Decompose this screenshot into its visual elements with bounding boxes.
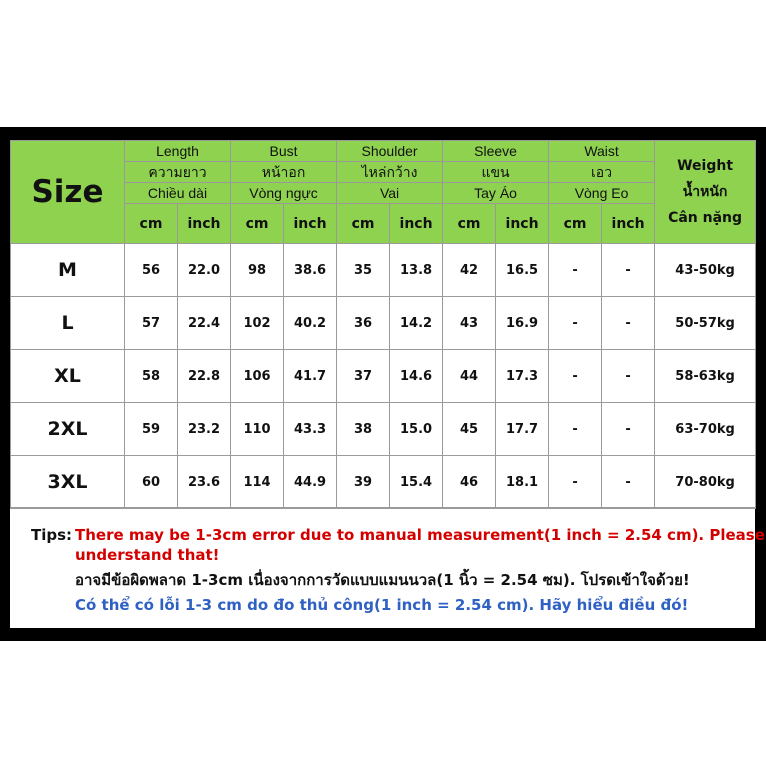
bust-in-cell: 38.6	[284, 244, 337, 297]
shoulder-cm-cell: 35	[337, 244, 390, 297]
size-label-cell: 2XL	[11, 403, 125, 456]
bust-cm-cell: 110	[231, 403, 284, 456]
waist-inch-header: inch	[602, 204, 655, 244]
shoulder-cm-cell: 37	[337, 350, 390, 403]
length-header-th: ความยาว	[125, 162, 231, 183]
shoulder-header-th: ไหล่กว้าง	[337, 162, 443, 183]
size-label-cell: M	[11, 244, 125, 297]
tips-section	[10, 507, 765, 628]
sleeve-inch-header: inch	[496, 204, 549, 244]
length-in-cell: 22.4	[178, 297, 231, 350]
size-label-cell: XL	[11, 350, 125, 403]
weight-header-th: น้ำหนัก	[682, 184, 728, 200]
shoulder-in-cell: 15.4	[390, 456, 443, 509]
waist-in-cell: -	[602, 456, 655, 509]
sleeve-cm-cell: 42	[443, 244, 496, 297]
shoulder-in-cell: 13.8	[390, 244, 443, 297]
bust-cm-header: cm	[231, 204, 284, 244]
length-cm-cell: 58	[125, 350, 178, 403]
weight-cell: 63-70kg	[655, 403, 756, 456]
size-rows	[11, 244, 756, 509]
table-row	[11, 403, 756, 456]
waist-header-th: เอว	[549, 162, 655, 183]
size-label-cell: L	[11, 297, 125, 350]
waist-header-en: Waist	[549, 141, 655, 162]
bust-cm-cell: 114	[231, 456, 284, 509]
sleeve-cm-cell: 45	[443, 403, 496, 456]
length-cm-cell: 57	[125, 297, 178, 350]
weight-cell: 50-57kg	[655, 297, 756, 350]
sleeve-in-cell: 16.9	[496, 297, 549, 350]
sleeve-header-vi: Tay Áo	[443, 183, 549, 204]
length-in-cell: 22.0	[178, 244, 231, 297]
shoulder-in-cell: 14.6	[390, 350, 443, 403]
weight-header-vi: Cân nặng	[668, 210, 743, 226]
waist-cm-cell: -	[549, 297, 602, 350]
length-in-cell: 23.2	[178, 403, 231, 456]
bust-inch-header: inch	[284, 204, 337, 244]
shoulder-cm-cell: 36	[337, 297, 390, 350]
shoulder-cm-cell: 39	[337, 456, 390, 509]
sleeve-in-cell: 16.5	[496, 244, 549, 297]
waist-cm-cell: -	[549, 403, 602, 456]
weight-cell: 70-80kg	[655, 456, 756, 509]
sleeve-header-en: Sleeve	[443, 141, 549, 162]
tip-vietnamese: Có thể có lỗi 1-3 cm do đo thủ công(1 inch = 2.54 cm). Hãy hiểu điều đó!	[75, 596, 689, 614]
bust-in-cell: 44.9	[284, 456, 337, 509]
bust-cm-cell: 102	[231, 297, 284, 350]
bust-in-cell: 40.2	[284, 297, 337, 350]
length-cm-cell: 60	[125, 456, 178, 509]
bust-cm-cell: 106	[231, 350, 284, 403]
shoulder-inch-header: inch	[390, 204, 443, 244]
length-header-en: Length	[125, 141, 231, 162]
sleeve-header-th: แขน	[443, 162, 549, 183]
table-row	[11, 350, 756, 403]
length-cm-header: cm	[125, 204, 178, 244]
weight-header	[655, 141, 756, 244]
table-row	[11, 456, 756, 509]
tip-thai: อาจมีข้อผิดพลาด 1-3cm เนื่องจากการวัดแบบแมนนวล(1 นิ้ว = 2.54 ซม). โปรดเข้าใจด้วย!	[75, 571, 690, 589]
length-cm-cell: 59	[125, 403, 178, 456]
shoulder-cm-cell: 38	[337, 403, 390, 456]
size-table	[10, 140, 756, 509]
waist-cm-cell: -	[549, 244, 602, 297]
bust-header-vi: Vòng ngực	[231, 183, 337, 204]
shoulder-in-cell: 14.2	[390, 297, 443, 350]
size-column-header: Size	[11, 141, 125, 244]
waist-in-cell: -	[602, 297, 655, 350]
weight-cell: 43-50kg	[655, 244, 756, 297]
tip-english-line2: understand that!	[75, 546, 220, 564]
sleeve-cm-cell: 46	[443, 456, 496, 509]
shoulder-header-en: Shoulder	[337, 141, 443, 162]
chart-frame	[0, 127, 766, 641]
bust-header-en: Bust	[231, 141, 337, 162]
length-cm-cell: 56	[125, 244, 178, 297]
sleeve-in-cell: 17.3	[496, 350, 549, 403]
table-row	[11, 244, 756, 297]
sleeve-cm-cell: 44	[443, 350, 496, 403]
bust-header-th: หน้าอก	[231, 162, 337, 183]
bust-in-cell: 41.7	[284, 350, 337, 403]
length-in-cell: 23.6	[178, 456, 231, 509]
length-in-cell: 22.8	[178, 350, 231, 403]
bust-in-cell: 43.3	[284, 403, 337, 456]
waist-in-cell: -	[602, 350, 655, 403]
shoulder-in-cell: 15.0	[390, 403, 443, 456]
sleeve-cm-cell: 43	[443, 297, 496, 350]
sleeve-cm-header: cm	[443, 204, 496, 244]
shoulder-cm-header: cm	[337, 204, 390, 244]
length-header-vi: Chiều dài	[125, 183, 231, 204]
bust-cm-cell: 98	[231, 244, 284, 297]
waist-cm-cell: -	[549, 350, 602, 403]
sleeve-in-cell: 17.7	[496, 403, 549, 456]
waist-cm-header: cm	[549, 204, 602, 244]
shoulder-header-vi: Vai	[337, 183, 443, 204]
sleeve-in-cell: 18.1	[496, 456, 549, 509]
weight-cell: 58-63kg	[655, 350, 756, 403]
waist-cm-cell: -	[549, 456, 602, 509]
waist-in-cell: -	[602, 244, 655, 297]
tips-label: Tips:	[31, 526, 73, 544]
size-label-cell: 3XL	[11, 456, 125, 509]
weight-header-en: Weight	[677, 158, 734, 174]
waist-in-cell: -	[602, 403, 655, 456]
table-row	[11, 297, 756, 350]
size-chart-sheet	[10, 140, 765, 628]
tip-english-line1: There may be 1-3cm error due to manual measurement(1 inch = 2.54 cm). Please	[75, 526, 765, 544]
waist-header-vi: Vòng Eo	[549, 183, 655, 204]
length-inch-header: inch	[178, 204, 231, 244]
